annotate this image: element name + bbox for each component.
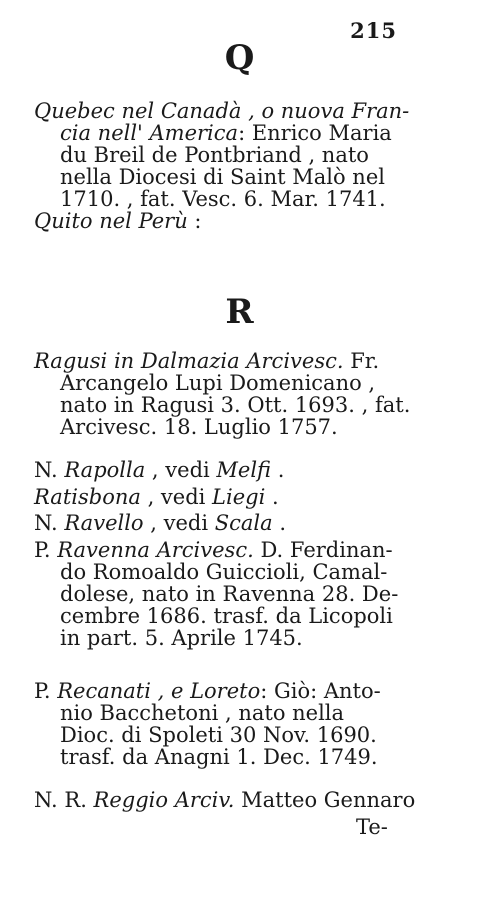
roman-text: N. R. [34, 788, 94, 812]
roman-text: : [187, 209, 202, 233]
index-entry [34, 459, 434, 481]
section-letter-r: R [225, 292, 254, 332]
index-entry [34, 210, 434, 232]
roman-text: N. [34, 458, 65, 482]
roman-text: Dioc. di Spoleti 30 Nov. 1690. [60, 723, 377, 747]
italic-text: Recanati , e Loreto [57, 679, 261, 703]
entry-line [34, 583, 434, 605]
italic-text: Ratisbona [34, 485, 141, 509]
entry-line [34, 459, 434, 481]
index-entry [34, 680, 434, 768]
italic-text: Quito nel Perù [34, 209, 188, 233]
roman-text: du Breil de Pontbriand , nato [60, 143, 369, 167]
entry-line [34, 166, 434, 188]
section-letter-q: Q [224, 38, 255, 78]
entry-line [34, 789, 434, 811]
roman-text: nella Diocesi di Saint Malò nel [60, 165, 385, 189]
roman-text: : Giò: Anto- [260, 679, 381, 703]
entry-line [34, 188, 434, 210]
entry-line [34, 100, 434, 122]
roman-text: D. Ferdinan- [253, 538, 393, 562]
italic-text: Quebec nel Canadà , o nuova Fran- [34, 99, 410, 123]
roman-text: N. [34, 511, 65, 535]
entry-line [34, 746, 434, 768]
italic-text: Liegi [212, 485, 266, 509]
roman-text: . [272, 511, 286, 535]
index-entry [34, 486, 434, 508]
index-entry [34, 512, 434, 534]
entry-line [34, 144, 434, 166]
roman-text: 1710. , fat. Vesc. 6. Mar. 1741. [60, 187, 386, 211]
entry-line [34, 210, 434, 232]
entry-line [34, 372, 434, 394]
italic-text: Ravenna Arcivesc. [57, 538, 254, 562]
index-entry [34, 350, 434, 438]
roman-text: in part. 5. Aprile 1745. [60, 626, 303, 650]
italic-text: Melfi [216, 458, 272, 482]
roman-text: P. [34, 538, 58, 562]
entry-line [34, 416, 434, 438]
italic-text: Ravello [64, 511, 144, 535]
roman-text: cembre 1686. trasf. da Licopoli [60, 604, 393, 628]
index-entry [34, 539, 434, 649]
entry-line [34, 122, 434, 144]
roman-text: Arcivesc. 18. Luglio 1757. [60, 415, 338, 439]
italic-text: Reggio Arciv. [93, 788, 235, 812]
entry-line [34, 512, 434, 534]
italic-text: Scala [214, 511, 273, 535]
entry-line [34, 605, 434, 627]
entry-line [34, 627, 434, 649]
italic-text: cia nell' America [60, 121, 239, 145]
roman-text: , vedi [140, 485, 213, 509]
roman-text: : Enrico Maria [238, 121, 392, 145]
entry-line [34, 561, 434, 583]
roman-text: do Romoaldo Guiccioli, Camal- [60, 560, 388, 584]
roman-text: . [265, 485, 279, 509]
entry-line [34, 680, 434, 702]
roman-text: nio Bacchetoni , nato nella [60, 701, 345, 725]
italic-text: Ragusi in Dalmazia Arcivesc. [34, 349, 344, 373]
roman-text: , vedi [143, 511, 215, 535]
roman-text: Matteo Gennaro [234, 788, 416, 812]
roman-text: nato in Ragusi 3. Ott. 1693. , fat. [60, 393, 411, 417]
roman-text: P. [34, 679, 58, 703]
roman-text: dolese, nato in Ravenna 28. De- [60, 582, 399, 606]
entry-line [34, 539, 434, 561]
catchword: Te- [356, 815, 388, 839]
entry-line [34, 724, 434, 746]
roman-text: , vedi [145, 458, 217, 482]
index-entry [34, 789, 434, 811]
roman-text: Arcangelo Lupi Domenicano , [60, 371, 376, 395]
roman-text: . [271, 458, 285, 482]
entry-line [34, 394, 434, 416]
page-number: 215 [350, 18, 397, 43]
entry-line [34, 702, 434, 724]
roman-text: Fr. [343, 349, 380, 373]
entry-line [34, 486, 434, 508]
roman-text: trasf. da Anagni 1. Dec. 1749. [60, 745, 378, 769]
index-entry [34, 100, 434, 210]
entry-line [34, 350, 434, 372]
italic-text: Rapolla [64, 458, 146, 482]
